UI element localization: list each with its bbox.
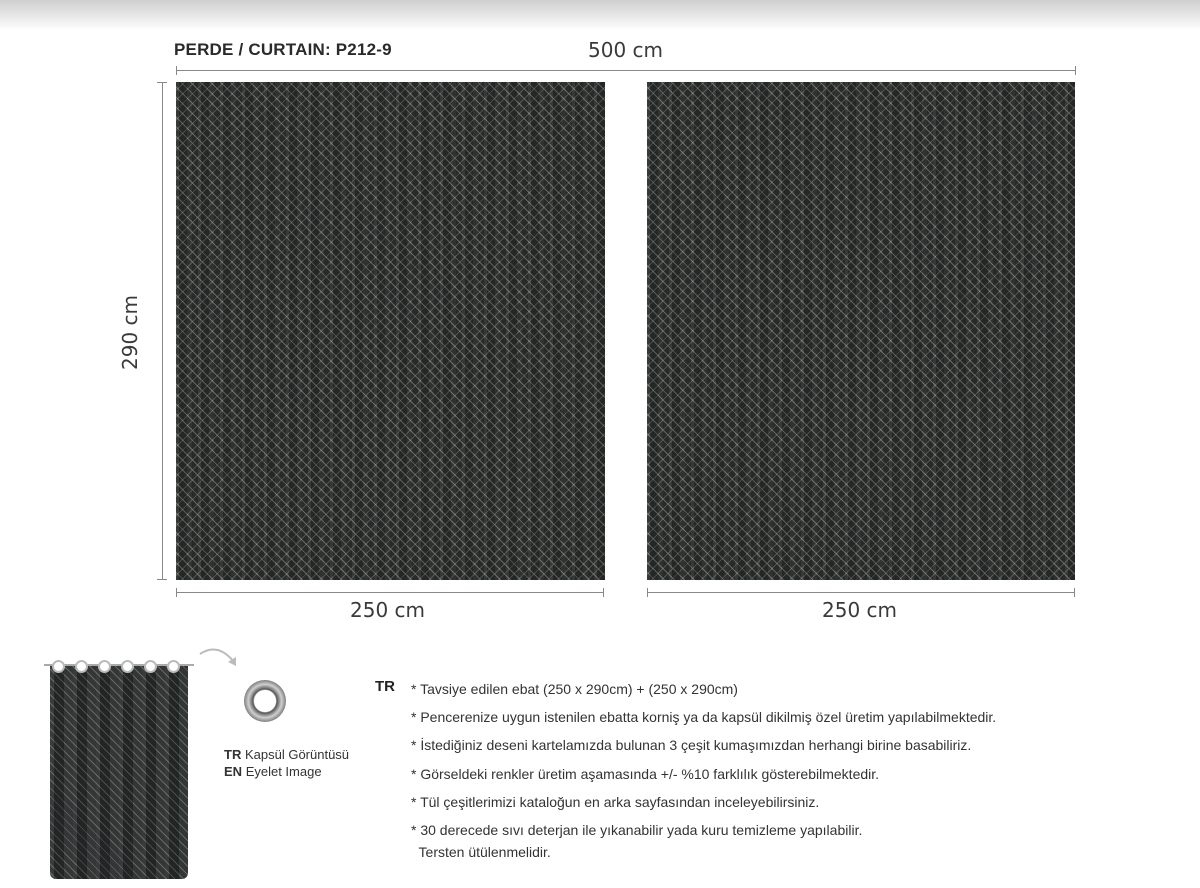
total-width-tick-left <box>176 66 177 75</box>
eyelet-caption-tr: TR Kapsül Görüntüsü <box>224 747 350 762</box>
eyelet-icon <box>244 680 286 722</box>
eyelet-ring-icon <box>75 660 88 673</box>
eyelet-ring-icon <box>98 660 111 673</box>
eyelet-ring-icon <box>167 660 180 673</box>
curtain-panel-right <box>647 82 1075 580</box>
panel-left-tick-l <box>176 588 177 597</box>
eyelet-ring-icon <box>121 660 134 673</box>
height-line <box>162 82 163 580</box>
product-title: PERDE / CURTAIN: P212-9 <box>174 40 392 59</box>
note-item: * Tavsiye edilen ebat (250 x 290cm) + (250 x 290cm) <box>411 681 738 697</box>
eyelet-ring-icon <box>52 660 65 673</box>
notes-list <box>411 681 996 872</box>
eyelet-caption-en: EN Eyelet Image <box>224 764 322 779</box>
height-tick-top <box>157 82 167 83</box>
curved-arrow-icon <box>196 640 246 676</box>
note-item: * 30 derecede sıvı deterjan ile yıkanabilir yada kuru temizleme yapılabilir. <box>411 821 863 838</box>
total-width-line <box>176 70 1076 71</box>
eyelet-curtain-thumbnail <box>50 664 188 879</box>
eyelet-ring-icon <box>144 660 157 673</box>
note-item: * Pencerenize uygun istenilen ebatta korniş ya da kapsül dikilmiş özel üretim yapılabilmektedir. <box>411 709 997 726</box>
note-item: * İstediğiniz deseni kartelamızda bulunan 3 çeşit kumaşımızdan herhangi birine basabiliriz. <box>411 737 972 754</box>
total-width-tick-right <box>1075 66 1076 75</box>
panel-right-tick-r <box>1074 588 1075 597</box>
total-width-label: 500 cm <box>588 38 664 62</box>
panel-right-width-line <box>647 592 1075 593</box>
note-item: * Görseldeki renkler üretim aşamasında +/- %10 farklılık gösterebilmektedir. <box>411 765 880 782</box>
panel-left-width-label: 250 cm <box>350 598 426 622</box>
note-item: * Tül çeşitlerimizi kataloğun en arka sayfasından inceleyebilirsiniz. <box>411 793 820 810</box>
top-shade-band <box>0 0 1200 30</box>
panel-left-width-line <box>176 592 604 593</box>
notes-language-tag: TR <box>375 678 395 695</box>
height-label: 290 cm <box>118 294 142 370</box>
note-item: Tersten ütülenmelidir. <box>411 843 551 860</box>
panel-right-tick-l <box>647 588 648 597</box>
panel-right-width-label: 250 cm <box>822 598 898 622</box>
panel-left-tick-r <box>603 588 604 597</box>
height-tick-bottom <box>157 579 167 580</box>
curtain-panel-left <box>176 82 605 580</box>
